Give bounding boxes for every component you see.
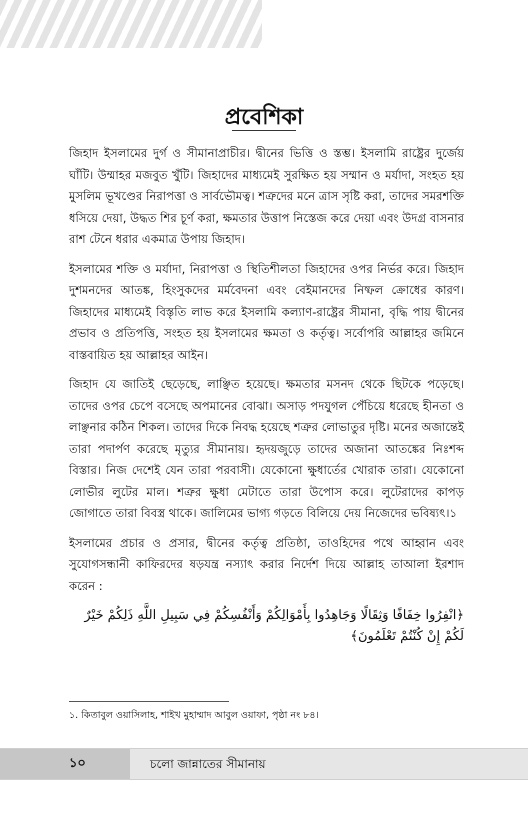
page-number: ১০ bbox=[69, 756, 86, 771]
title-underline bbox=[232, 130, 296, 131]
footnote-divider bbox=[69, 701, 229, 702]
quran-verse: ﴿انْفِرُوا خِفَافًا وَثِقَالًا وَجَاهِدُوا بِأَمْوَالِكُمْ وَأَنْفُسِكُمْ فِي سَبِيلِ اللَّهِ ذَلِكُمْ خَيْرٌ لَكُمْ إِنْ كُنْتُمْ تَعْلَمُونَ﴾ bbox=[84, 608, 464, 644]
paragraph-4: ইসলামের প্রচার ও প্রসার, দ্বীনের কর্তৃত্ব প্রতিষ্ঠা, তাওহিদের পথে আহ্বান এবং সুযোগসন্ধানী কাফিরদের ষড়যন্ত্র নস্যাৎ করার নির্দেশ দিয়ে আল্লাহ তাআলা ইরশাদ করেন : bbox=[69, 535, 464, 593]
running-title: চলো জান্নাতের সীমানায় bbox=[150, 757, 266, 771]
page-number-box bbox=[0, 749, 130, 779]
page-footer bbox=[0, 748, 528, 780]
paragraph-2: ইসলামের শক্তি ও মর্যাদা, নিরাপত্তা ও স্থিতিশীলতা জিহাদের ওপর নির্ভর করে। জিহাদ দুশমনদের আতঙ্ক, হিংসুকদের মর্মবেদনা এবং বেইমানদের নিষ্ফল ক্রোধের কারণ। জিহাদের মাধ্যমেই বিস্তৃতি লাভ করে ইসলামি কল্যাণ-রাষ্ট্রের সীমানা, বৃদ্ধি পায় দ্বীনের প্রভাব ও প্রতিপত্তি, সংহত হয় ইসলামের ক্ষমতা ও কর্তৃত্ব। সর্বোপরি আল্লাহর জমিনে বাস্তবায়িত হয় আল্লাহর আইন। bbox=[69, 261, 464, 362]
page-title: প্রবেশিকা bbox=[224, 105, 304, 130]
paragraph-3: জিহাদ যে জাতিই ছেড়েছে, লাঞ্ছিত হয়েছে। ক্ষমতার মসনদ থেকে ছিটকে পড়েছে। তাদের ওপর চেপে বসেছে অপমানের বোঝা। অসাড় পদযুগল পেঁচিয়ে ধরেছে হীনতা ও লাঞ্ছনার কঠিন শিকল। তাদের দিকে নিবদ্ধ হয়েছে শত্রুর লোভাতুর দৃষ্টি। মনের অজান্তেই তারা পদার্পণ করেছে মৃত্যুর সীমানায়। হৃদয়জুড়ে তাদের অজানা আতঙ্কের নিঃশব্দ বিস্তার। নিজ দেশেই যেন তারা পরবাসী। যেকোনো ক্ষুধার্তের খোরাক তারা। যেকোনো লোভীর লুটের মাল। শত্রুর ক্ষুধা মেটাতে তারা উপোস করে। লুটেরাদের কাপড় জোগাতে তারা বিবস্ত্র থাকে। জালিমের ভাগ্য গড়তে বিলিয়ে দেয় নিজেদের ভবিষ্যৎ।১ bbox=[69, 377, 464, 520]
decorative-stripes bbox=[0, 0, 262, 48]
footnote: ১. কিতাবুল ওয়াসিলাহ, শাইখ মুহাম্মাদ আবুল ওয়াফা, পৃষ্ঠা নং ৮৪। bbox=[69, 710, 319, 721]
body-text bbox=[69, 143, 464, 655]
paragraph-1: জিহাদ ইসলামের দুর্গ ও সীমানাপ্রাচীর। দ্বীনের ভিত্তি ও স্তম্ভ। ইসলামি রাষ্ট্রের দুর্জেয় ঘাঁটি। উম্মাহর মজবুত খুঁটি। জিহাদের মাধ্যমেই সুরক্ষিত হয় সম্মান ও মর্যাদা, সংহত হয় মুসলিম ভূখণ্ডের নিরাপত্তা ও সার্বভৌমত্ব। শত্রুদের মনে ত্রাস সৃষ্টি করা, তাদের সমরশক্তি ধসিয়ে দেয়া, উদ্ধত শির চূর্ণ করা, ক্ষমতার উত্তাপ নিস্তেজ করে দেয়া এবং উদগ্র বাসনার রাশ টেনে ধরার একমাত্র উপায় জিহাদ। bbox=[69, 146, 464, 246]
